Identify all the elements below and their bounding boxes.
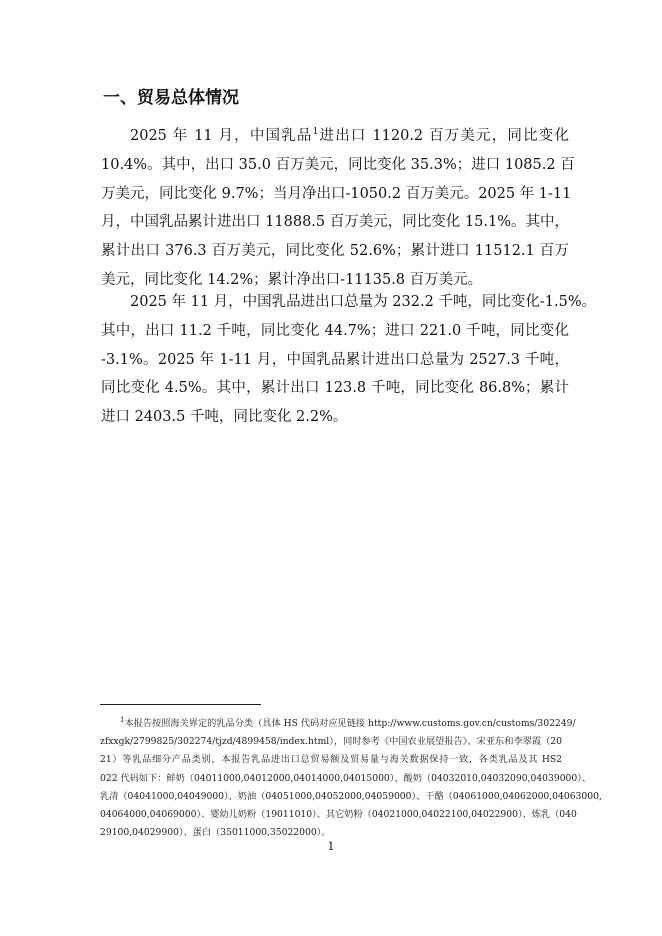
section-heading: 一、贸易总体情况 — [103, 88, 239, 108]
footnote-line: 21）等乳品细分产品类别，本报告乳品进出口总贸易额及贸易量与海关数据保持一致，各类乳品及其 HS2 — [100, 754, 562, 766]
paragraph-line: 月，中国乳品累计进出口 11888.5 百万美元，同比变化 15.1%。其中， — [101, 214, 569, 231]
paragraph-line: 进口 2403.5 千吨，同比变化 2.2%。 — [101, 409, 348, 426]
footnote-marker: 1 — [120, 715, 125, 724]
footnote-line: 04064000,04069000）、婴幼儿奶粉（19011010）、其它奶粉（04021000,04022100,04022900）、炼乳（040 — [100, 809, 577, 821]
footnote-line: zfxxgk/2799825/302274/tjzd/4899458/index.html），同时参考《中国农业展望报告》、宋亚东和李翠霞（20 — [100, 736, 562, 748]
paragraph-line: 10.4%。其中，出口 35.0 百万美元，同比变化 35.3%；进口 1085.2 百 — [101, 156, 575, 173]
paragraph-trade-volume — [101, 288, 597, 432]
page-number: 1 — [327, 840, 335, 853]
paragraph-line: 万美元，同比变化 9.7%；当月净出口-1050.2 百万美元。2025 年 1-11 — [101, 185, 572, 202]
paragraph-line: 美元，同比变化 14.2%；累计净出口-11135.8 百万美元。 — [101, 271, 483, 288]
footnote-marker[interactable]: 1 — [312, 127, 319, 138]
paragraph-line: 其中，出口 11.2 千吨，同比变化 44.7%；进口 221.0 千吨，同比变化 — [101, 322, 569, 339]
footnote-line: $^1$本报告按照海关界定的乳品分类（具体 HS 代码对应见链接 http://www.customs.gov.cn/customs/302249/ — [120, 715, 576, 729]
footnote-divider — [100, 704, 261, 705]
paragraph-trade-value — [101, 122, 575, 295]
footnote — [100, 715, 602, 842]
paragraph-line: 2025 年 11 月，中国乳品$^1$进出口 1120.2 百万美元，同比变化 — [130, 127, 569, 144]
paragraph-line: 累计出口 376.3 百万美元，同比变化 52.6%；累计进口 11512.1 百万 — [101, 243, 569, 260]
footnote-line: 29100,04029900）、蛋白（35011000,35022000）。 — [100, 827, 331, 839]
footnote-line: 乳清（04041000,04049000）、奶油（04051000,04052000,04059000）、干酪（04061000,04062000,04063000, — [100, 790, 602, 802]
paragraph-line: -3.1%。2025 年 1-11 月，中国乳品累计进出口总量为 2527.3 千吨， — [101, 351, 569, 368]
footnote-line: 022 代码如下：鲜奶（04011000,04012000,04014000,04015000）、酸奶（04032010,04032090,04039000）、 — [100, 772, 592, 784]
paragraph-line: 同比变化 4.5%。其中，累计出口 123.8 千吨，同比变化 86.8%；累计 — [101, 380, 569, 397]
paragraph-line: 2025 年 11 月，中国乳品进出口总量为 232.2 千吨，同比变化-1.5%。 — [130, 294, 597, 310]
